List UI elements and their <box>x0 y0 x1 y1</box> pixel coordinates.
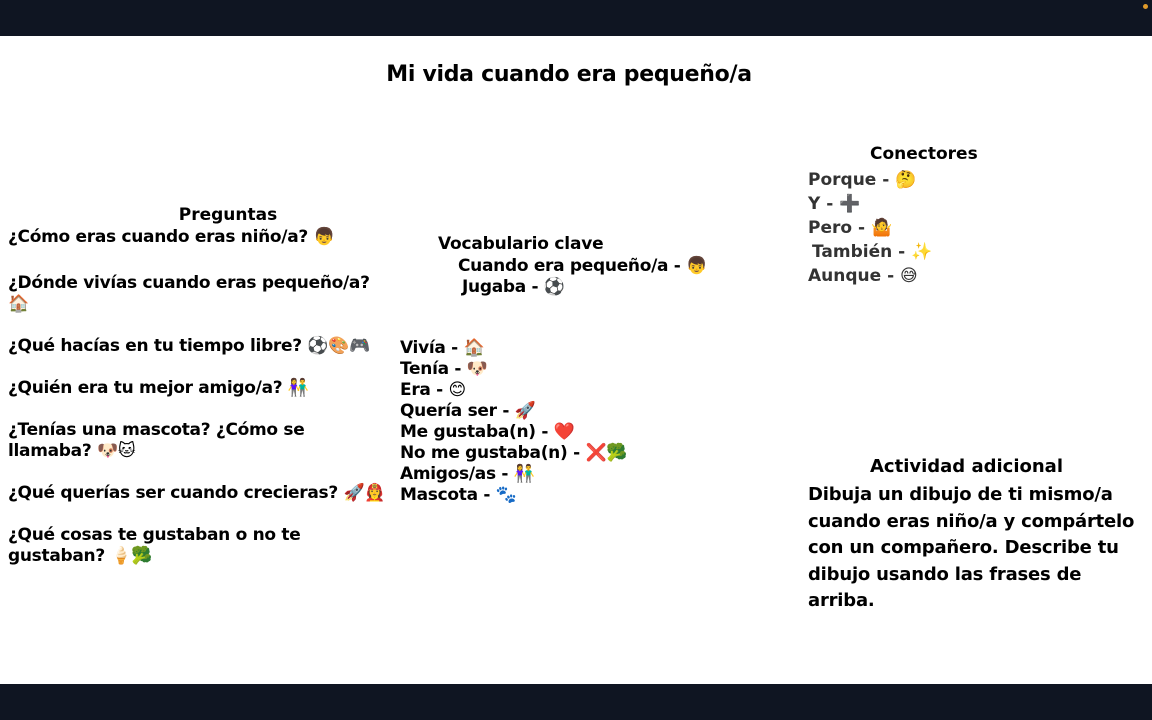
vocabulario-list <box>400 338 627 506</box>
question-1: ¿Cómo eras cuando eras niño/a? 👦 <box>8 227 335 247</box>
vocab-top-item-1: Cuando era pequeño/a - 👦 <box>458 256 708 276</box>
conectores-heading: Conectores <box>870 144 978 164</box>
actividad-body: Dibuja un dibujo de ti mismo/a cuando eras niño/a y compártelo con un compañero. Describe tu dibujo usando las frases de arriba. <box>808 484 1135 611</box>
slide <box>0 36 1152 684</box>
vocab-item: Amigos/as - 👫 <box>400 464 535 484</box>
preguntas-section <box>8 206 393 567</box>
connector-item: Aunque - 😅 <box>808 266 918 286</box>
question-5: ¿Tenías una mascota? ¿Cómo se llamaba? 🐶🐱 <box>8 420 305 461</box>
connector-item: Porque - 🤔 <box>808 170 917 190</box>
vocab-item: Quería ser - 🚀 <box>400 401 536 421</box>
vocab-top-item-2: Jugaba - ⚽ <box>462 277 565 297</box>
vocab-item: Era - 😊 <box>400 380 466 400</box>
connector-item: Y - ➕ <box>808 194 861 214</box>
connector-item: Pero - 🤷 <box>808 218 893 238</box>
top-bar <box>0 0 1152 36</box>
question-2: ¿Dónde vivías cuando eras pequeño/a? 🏠 <box>8 273 370 314</box>
question-4: ¿Quién era tu mejor amigo/a? 👫 <box>8 378 309 398</box>
actividad-heading: Actividad adicional <box>870 456 1063 477</box>
question-7: ¿Qué cosas te gustaban o no te gustaban? 🍦🥦 <box>8 525 301 566</box>
status-dot <box>1143 4 1148 9</box>
page-title: Mi vida cuando era pequeño/a <box>386 62 752 87</box>
conectores-list <box>808 168 932 288</box>
vocab-item: Vivía - 🏠 <box>400 338 485 358</box>
bottom-bar <box>0 684 1152 720</box>
vocab-item: Me gustaba(n) - ❤️ <box>400 422 575 442</box>
question-3: ¿Qué hacías en tu tiempo libre? ⚽🎨🎮 <box>8 336 371 356</box>
vocabulario-heading: Vocabulario clave <box>438 234 604 254</box>
vocab-item: Mascota - 🐾 <box>400 485 517 505</box>
preguntas-heading: Preguntas <box>178 205 278 225</box>
vocab-item: Tenía - 🐶 <box>400 359 488 379</box>
question-6: ¿Qué querías ser cuando crecieras? 🚀👩‍🚒 <box>8 483 386 503</box>
connector-item: También - ✨ <box>812 242 933 262</box>
vocab-item: No me gustaba(n) - ❌🥦 <box>400 443 628 463</box>
